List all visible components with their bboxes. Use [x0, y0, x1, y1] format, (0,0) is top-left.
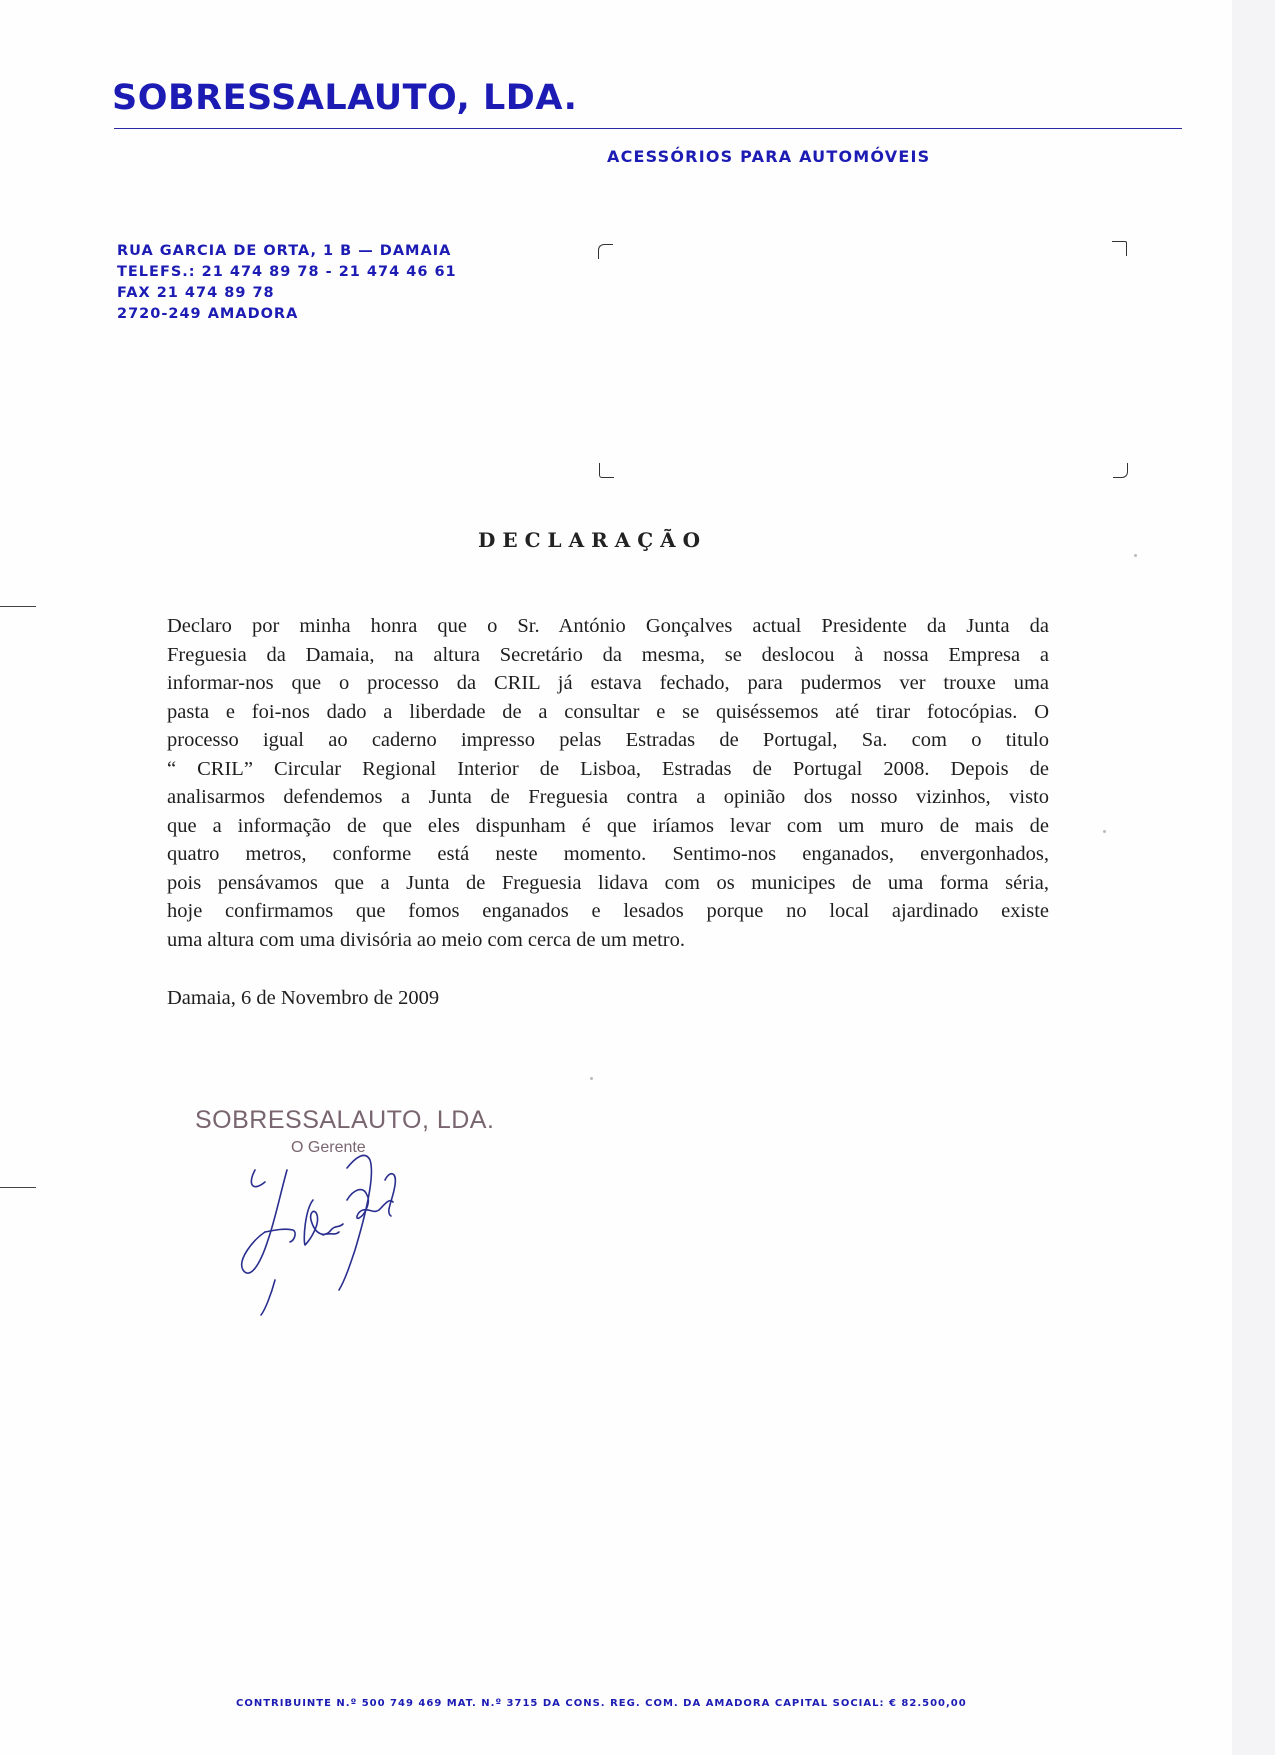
scan-speck: [590, 1077, 593, 1080]
fold-mark: [0, 606, 36, 607]
window-corner-mark: [599, 463, 614, 478]
company-address: [117, 241, 457, 325]
fold-mark: [0, 1187, 36, 1188]
body-line: analisarmos defendemos a Junta de Freguesia contra a opinião dos nosso vizinhos, visto: [167, 786, 1049, 808]
address-street: RUA GARCIA DE ORTA, 1 B — DAMAIA: [117, 243, 452, 259]
handwritten-signature: [235, 1140, 435, 1320]
body-line: Freguesia da Damaia, na altura Secretário da mesma, se deslocou à nossa Empresa a: [167, 643, 1049, 666]
window-corner-mark: [1112, 241, 1127, 256]
body-line: informar-nos que o processo da CRIL já estava fechado, para pudermos ver trouxe uma: [167, 672, 1049, 694]
document-title: DECLARAÇÃO: [478, 528, 708, 552]
date-line: Damaia, 6 de Novembro de 2009: [167, 987, 440, 1009]
body-line: que a informação de que eles dispunham é que iríamos levar com um muro de mais de: [167, 814, 1049, 837]
scan-speck: [1103, 830, 1106, 833]
body-line: hoje confirmamos que fomos enganados e lesados porque no local ajardinado existe: [167, 900, 1049, 922]
address-fax: FAX 21 474 89 78: [117, 285, 275, 301]
body-line: processo igual ao caderno impresso pelas Estradas de Portugal, Sa. com o titulo: [167, 729, 1049, 751]
body-line: pois pensávamos que a Junta de Freguesia lidava com os municipes de uma forma séria,: [167, 871, 1049, 894]
scan-speck: [1134, 554, 1137, 557]
company-tagline: ACESSÓRIOS PARA AUTOMÓVEIS: [607, 147, 931, 166]
body-line: quatro metros, conforme está neste momento. Sentimo-nos enganados, envergonhados,: [167, 843, 1049, 865]
window-corner-mark: [1113, 463, 1128, 478]
stamp-company: SOBRESSALAUTO, LDA.: [195, 1106, 495, 1134]
address-postcode: 2720-249 AMADORA: [117, 306, 299, 322]
body-line: Declaro por minha honra que o Sr. António Gonçalves actual Presidente da Junta da: [167, 615, 1049, 637]
stamp-role: O Gerente: [291, 1139, 366, 1156]
declaration-body: [167, 612, 1049, 954]
body-line: “ CRIL” Circular Regional Interior de Lisboa, Estradas de Portugal 2008. Depois de: [167, 757, 1049, 780]
body-line: uma altura com uma divisória ao meio com cerca de um metro.: [167, 928, 686, 951]
address-phones: TELEFS.: 21 474 89 78 - 21 474 46 61: [117, 264, 457, 280]
company-name: SOBRESSALAUTO, LDA.: [112, 78, 578, 118]
letterhead-rule: [114, 128, 1182, 129]
company-registration-footer: CONTRIBUINTE N.º 500 749 469 MAT. N.º 3715 DA CONS. REG. COM. DA AMADORA CAPITAL SOCIAL: € 82.500,00: [236, 1698, 967, 1709]
body-line: pasta e foi-nos dado a liberdade de a consultar e se quiséssemos até tirar fotocópias. O: [167, 700, 1049, 723]
window-corner-mark: [598, 244, 613, 259]
